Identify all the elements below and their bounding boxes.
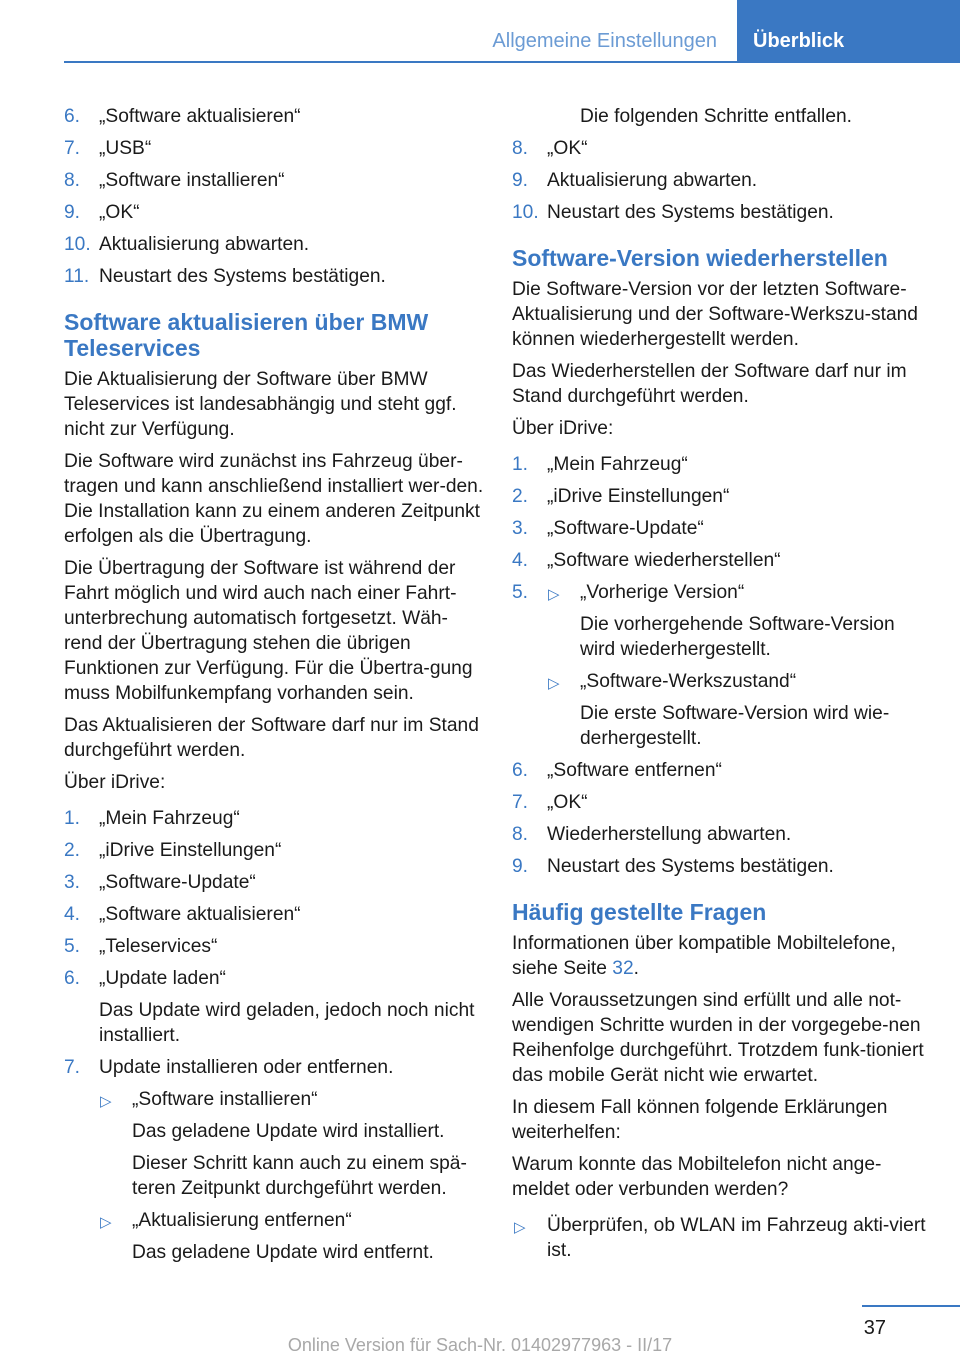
step-text: „iDrive Einstellungen“ [547,486,730,507]
option-note: Dieser Schritt kann auch zu einem spä-teren Zeitpunkt durchgeführt werden. [132,1153,467,1199]
faq-question: Warum konnte das Mobiltelefon nicht ange-meldet oder verbunden werden? [512,1154,882,1200]
step-text: „Software entfernen“ [547,760,722,781]
list-item [512,136,932,161]
faq-intro-text: Informationen über kompatible Mobiltelefone, siehe Seite [512,933,896,979]
list-item [64,264,484,289]
step-text: „Teleservices“ [99,936,218,957]
list-item [64,200,484,225]
step-number: 1. [512,454,529,475]
step-number: 10. [64,234,91,255]
sub-option [547,669,932,751]
right-column [512,104,932,1263]
page-header [0,0,960,64]
list-item [512,200,932,225]
paragraph: Die Übertragung der Software ist während der Fahrt möglich und wird auch nach einer Fahrt-unterbrechung automatisch fortgesetzt. Wäh-rend der Übertragung stehen die übrigen Funktionen zur Verfügung. Für die Übertra-gung muss Mobilfunkempfang vorhanden sein. [64,558,473,704]
step-number: 9. [64,202,81,223]
step-number: 4. [512,550,529,571]
triangle-right-icon: ▷ [100,1214,112,1231]
step-text: „Software wiederherstellen“ [547,550,781,571]
step-number: 6. [64,968,81,989]
step-number: 7. [64,1057,81,1078]
step-text: „Software installieren“ [99,170,285,191]
step-number: 3. [512,518,529,539]
list-item [64,966,484,1048]
triangle-right-icon: ▷ [548,586,560,603]
paragraph: Die Software-Version vor der letzten Software-Aktualisierung und der Software-Werkszu-stand können wiederhergestellt werden. [512,279,918,350]
steps-list-teleservices [64,806,484,1265]
paragraph: Die Software wird zunächst ins Fahrzeug über-tragen und kann anschließend installiert wer-den. Die Installation kann zu einem anderen Zeitpunkt erfolgen als die Übertragung. [64,451,484,547]
step-number: 9. [512,170,529,191]
triangle-right-icon: ▷ [514,1219,526,1236]
step-text: Wiederherstellung abwarten. [547,824,792,845]
online-version-note: Online Version für Sach-Nr. 01402977963 - II/17 [287,1335,673,1355]
faq-intro-dot: . [633,958,639,979]
option-note: Das geladene Update wird installiert. [132,1121,445,1142]
step-text: „USB“ [99,138,152,159]
option-label: „Vorherige Version“ [580,582,745,603]
step-text: Neustart des Systems bestätigen. [547,202,834,223]
option-label: „Software-Werkszustand“ [580,671,797,692]
step-number: 5. [512,582,529,603]
step-text: Neustart des Systems bestätigen. [99,266,386,287]
list-item [512,168,932,193]
step-text: „OK“ [547,792,588,813]
step-number: 8. [512,824,529,845]
option-note: Die vorhergehende Software-Version wird wiederhergestellt. [580,614,895,660]
list-item [64,870,484,895]
list-item [64,1055,484,1265]
list-item [64,168,484,193]
step-number: 10. [512,202,539,223]
step-number: 3. [64,872,81,893]
list-item [64,806,484,831]
list-item [64,104,484,129]
paragraph: Alle Voraussetzungen sind erfüllt und alle not-wendigen Schritte wurden in der vorgegebe-nen Reihenfolge durchgeführt. Trotzdem funk-tioniert das mobile Gerät nicht wie erwartet. [512,990,924,1086]
paragraph-faq-intro [512,931,932,981]
option-label: „Aktualisierung entfernen“ [132,1210,352,1231]
step-text: „iDrive Einstellungen“ [99,840,282,861]
triangle-right-icon: ▷ [100,1093,112,1110]
left-column [64,104,484,1272]
list-item [64,232,484,257]
step-number: 2. [512,486,529,507]
list-item [512,758,932,783]
step-text: Neustart des Systems bestätigen. [547,856,834,877]
option-note: Die erste Software-Version wird wie-derhergestellt. [580,703,890,749]
step-number: 6. [64,106,81,127]
footer-rule [862,1305,960,1307]
steps-list-top [64,104,484,289]
step-number: 6. [512,760,529,781]
header-rule [64,61,960,63]
step-number: 5. [64,936,81,957]
bullet-text: Überprüfen, ob WLAN im Fahrzeug akti-viert ist. [547,1215,926,1261]
step-number: 8. [64,170,81,191]
step-number: 11. [64,266,90,287]
list-item [512,548,932,573]
list-lead: Über iDrive: [512,418,614,439]
page-number: 37 [863,1317,886,1339]
paragraph: In diesem Fall können folgende Erklärungen weiterhelfen: [512,1097,888,1143]
list-item [512,822,932,847]
section-heading-faq: Häufig gestellte Fragen [512,899,767,925]
step-text: „Software-Update“ [547,518,704,539]
list-item [512,484,932,509]
step-text: Aktualisierung abwarten. [99,234,310,255]
list-item [64,934,484,959]
steps-list-restore [512,452,932,879]
step-text: Update installieren oder entfernen. [99,1057,394,1078]
step-number: 8. [512,138,529,159]
step-text: „Update laden“ [99,968,226,989]
step-text: „OK“ [547,138,588,159]
paragraph: Das Aktualisieren der Software darf nur im Stand durchgeführt werden. [64,715,479,761]
step-number: 2. [64,840,81,861]
section-heading-teleservices: Software aktualisieren über BMW Teleservices [64,309,429,361]
list-item [512,1213,932,1263]
list-item [512,516,932,541]
sub-option [547,580,932,662]
step-number: 4. [64,904,81,925]
list-item [512,790,932,815]
page-reference-link[interactable]: 32 [612,958,634,979]
continued-note: Die folgenden Schritte entfallen. [580,106,852,127]
paragraph: Die Aktualisierung der Software über BMW Teleservices ist landesabhängig und steht ggf. nicht zur Verfügung. [64,369,457,440]
step-text: „OK“ [99,202,140,223]
triangle-right-icon: ▷ [548,675,560,692]
step-number: 7. [64,138,81,159]
step-number: 1. [64,808,81,829]
steps-list-usb-end [512,136,932,225]
sub-option [99,1087,484,1201]
step-text: „Software aktualisieren“ [99,106,301,127]
list-item [64,838,484,863]
list-item [512,580,932,751]
section-heading-restore: Software-Version wiederherstellen [512,245,888,271]
list-item [512,452,932,477]
list-item [64,902,484,927]
list-lead: Über iDrive: [64,772,166,793]
step-text: Aktualisierung abwarten. [547,170,758,191]
option-label: „Software installieren“ [132,1089,318,1110]
step-text: „Software-Update“ [99,872,256,893]
step-text: „Software aktualisieren“ [99,904,301,925]
list-item [512,854,932,879]
step-text: „Mein Fahrzeug“ [99,808,240,829]
step-number: 9. [512,856,529,877]
list-item [64,136,484,161]
option-note: Das geladene Update wird entfernt. [132,1242,434,1263]
step-note: Das Update wird geladen, jedoch noch nicht installiert. [99,1000,475,1046]
section-title: Allgemeine Einstellungen [492,30,717,52]
sub-option [99,1208,484,1265]
paragraph: Das Wiederherstellen der Software darf nur im Stand durchgeführt werden. [512,361,907,407]
chapter-tab: Überblick [737,0,960,61]
step-text: „Mein Fahrzeug“ [547,454,688,475]
step-number: 7. [512,792,529,813]
